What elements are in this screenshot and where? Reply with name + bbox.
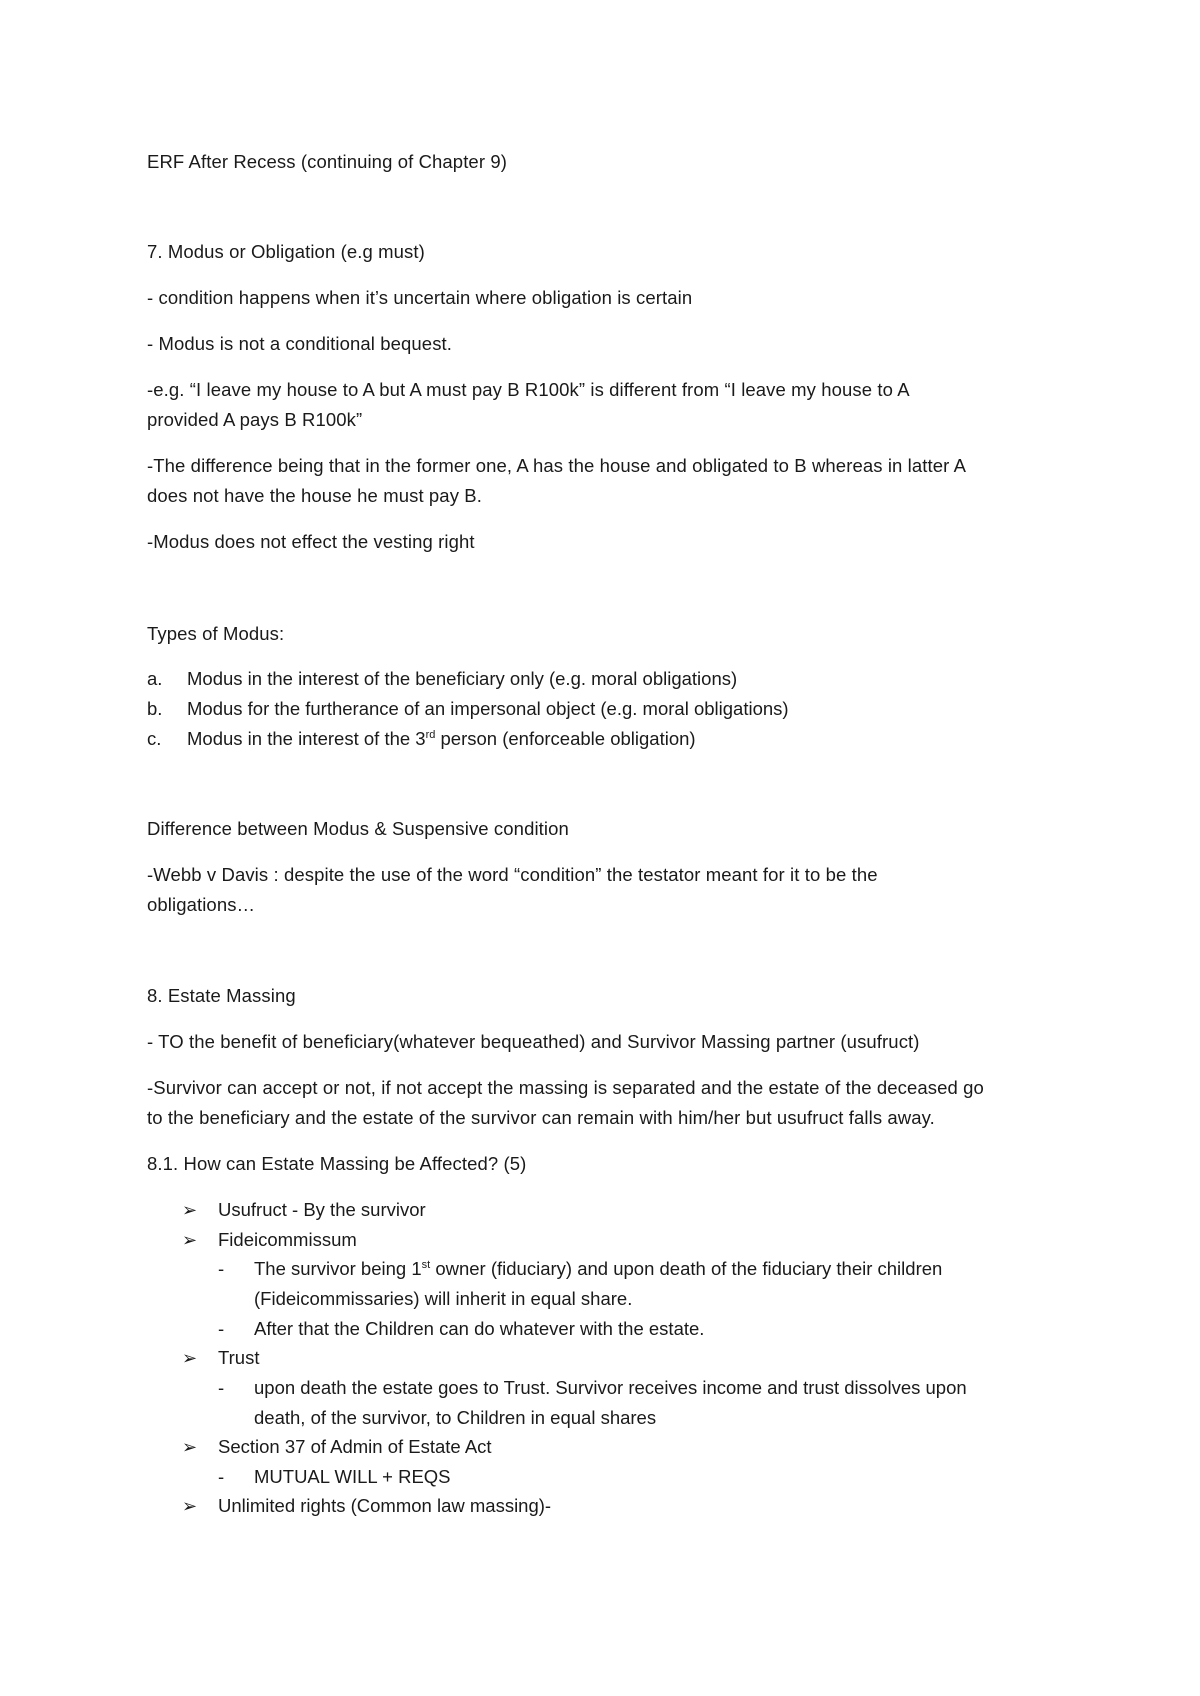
sub-list-item: The survivor being 1st owner (fiduciary) and upon death of the fiduciary their children (254, 1258, 943, 1279)
section-heading-types: Types of Modus: (147, 623, 285, 644)
list-item: Modus in the interest of the beneficiary only (e.g. moral obligations) (187, 668, 738, 689)
list-item: Modus for the furtherance of an impersonal object (e.g. moral obligations) (187, 698, 789, 719)
paragraph: obligations… (147, 894, 256, 915)
paragraph: -e.g. “I leave my house to A but A must pay B R100k” is different from “I leave my house to A (147, 379, 910, 400)
list-label: c. (147, 728, 162, 749)
paragraph: provided A pays B R100k” (147, 409, 363, 430)
list-item: Modus in the interest of the 3rd person (enforceable obligation) (187, 728, 696, 749)
arrow-bullet-icon: ➢ (182, 1200, 198, 1220)
paragraph: to the beneficiary and the estate of the survivor can remain with him/her but usufruct falls away. (147, 1107, 935, 1128)
list-label: b. (147, 698, 163, 719)
section-heading-massing: 8. Estate Massing (147, 985, 296, 1006)
paragraph: - Modus is not a conditional bequest. (147, 333, 453, 354)
sub-list-item: MUTUAL WILL + REQS (254, 1466, 451, 1487)
paragraph: -Survivor can accept or not, if not accept the massing is separated and the estate of the deceased go (147, 1077, 984, 1098)
list-item: Section 37 of Admin of Estate Act (218, 1436, 492, 1457)
section-heading-difference: Difference between Modus & Suspensive condition (147, 818, 569, 839)
arrow-bullet-icon: ➢ (182, 1348, 198, 1368)
paragraph: - condition happens when it’s uncertain where obligation is certain (147, 287, 693, 308)
dash-bullet-icon: - (218, 1258, 225, 1279)
sub-list-item: death, of the survivor, to Children in equal shares (254, 1407, 657, 1428)
dash-bullet-icon: - (218, 1318, 225, 1339)
document-title: ERF After Recess (continuing of Chapter 9) (147, 151, 507, 172)
arrow-bullet-icon: ➢ (182, 1496, 198, 1516)
dash-bullet-icon: - (218, 1466, 225, 1487)
paragraph: does not have the house he must pay B. (147, 485, 482, 506)
paragraph: -The difference being that in the former one, A has the house and obligated to B whereas in latter A (147, 455, 967, 476)
dash-bullet-icon: - (218, 1377, 225, 1398)
paragraph: - TO the benefit of beneficiary(whatever bequeathed) and Survivor Massing partner (usufruct) (147, 1031, 920, 1052)
list-item: Trust (218, 1347, 260, 1368)
paragraph: -Modus does not effect the vesting right (147, 531, 475, 552)
arrow-bullet-icon: ➢ (182, 1230, 198, 1250)
list-label: a. (147, 668, 163, 689)
arrow-bullet-icon: ➢ (182, 1437, 198, 1457)
section-heading-modus: 7. Modus or Obligation (e.g must) (147, 241, 425, 262)
list-item: Fideicommissum (218, 1229, 357, 1250)
sub-list-item: After that the Children can do whatever with the estate. (254, 1318, 705, 1339)
paragraph: -Webb v Davis : despite the use of the word “condition” the testator meant for it to be the (147, 864, 878, 885)
sub-list-item: (Fideicommissaries) will inherit in equal share. (254, 1288, 633, 1309)
list-item: Usufruct - By the survivor (218, 1199, 426, 1220)
list-item: Unlimited rights (Common law massing)- (218, 1495, 552, 1516)
subsection-heading: 8.1. How can Estate Massing be Affected? (5) (147, 1153, 527, 1174)
sub-list-item: upon death the estate goes to Trust. Survivor receives income and trust dissolves upon (254, 1377, 967, 1398)
